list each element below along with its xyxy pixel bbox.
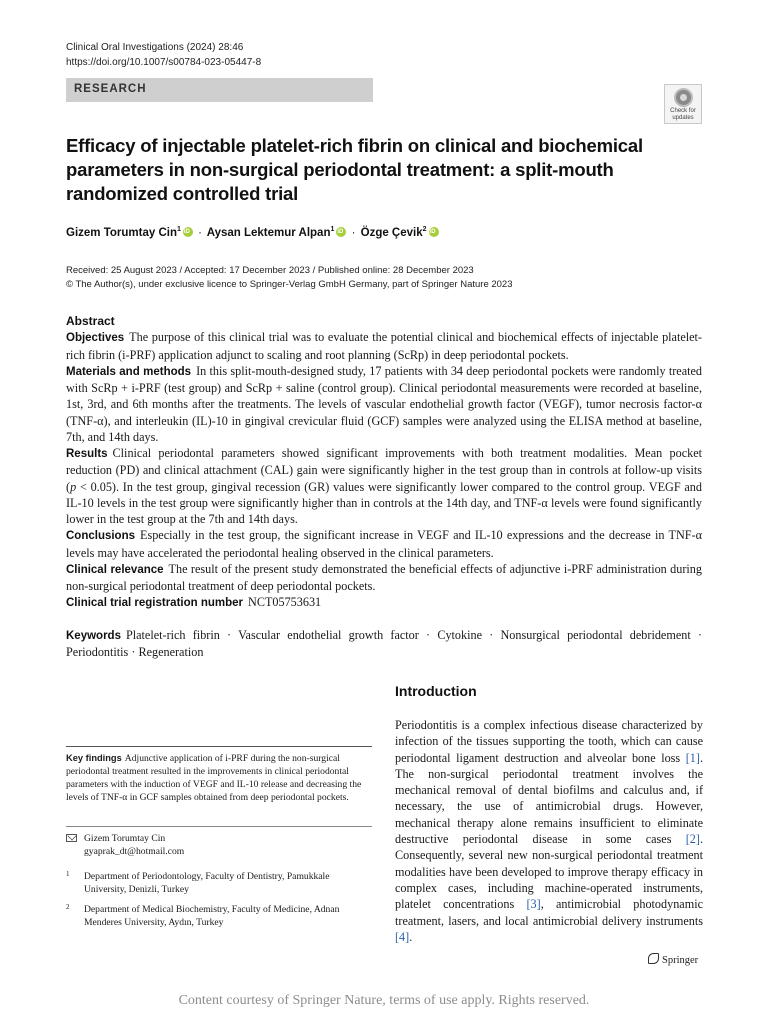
orcid-icon[interactable] [183, 227, 193, 237]
citation-link[interactable]: [4] [395, 929, 410, 944]
author-separator: · [198, 226, 202, 239]
history-dates: Received: 25 August 2023 / Accepted: 17 December 2023 / Published online: 28 December 2023 [66, 265, 474, 276]
affiliation-text: Department of Periodontology, Faculty of Dentistry, Pamukkale University, Denizli, Turkey [84, 871, 330, 895]
springer-horse-icon [648, 953, 659, 964]
author-affiliation-sup: 1 [330, 226, 335, 233]
relevance-text: The result of the present study demonstrated the beneficial effects of adjunctive i-PRF administration during non-surgical periodontal treatment of deep periodontal pockets. [66, 561, 702, 593]
conclusions-text: Especially in the test group, the significant increase in VEGF and IL-10 expressions and the decrease in TNF-α levels may have accelerated the periodontal healing observed in the clinical parameters. [66, 528, 702, 560]
author-separator: · [351, 226, 356, 239]
footer-notice: Content courtesy of Springer Nature, terms of use apply. Rights reserved. [178, 993, 590, 1008]
journal-header [66, 40, 261, 70]
affiliation-number: 1 [66, 870, 70, 878]
registration-label: Clinical trial registration number [66, 597, 244, 610]
citation-link[interactable]: [3] [526, 897, 541, 912]
section-label: RESEARCH [74, 83, 147, 95]
orcid-icon[interactable] [336, 227, 346, 237]
intro-text: . The non-surgical periodontal treatment involves the mechanical removal of dental biofilms and calculus and, if necessary, the use of antimicrobial drugs. However, mechanical therapy alone remains insufficient to eliminate destructive periodontal disease in some cases [395, 750, 703, 847]
keywords-label: Keywords [66, 629, 121, 642]
citation-link[interactable]: [2] [685, 832, 700, 847]
publication-dates [66, 264, 513, 292]
key-findings-text: Adjunctive application of i-PRF during the non-surgical periodontal treatment resulted in the improvements in clinical periodontal parameters with the induction of VEGF and IL-10 release and decreasing the levels of TNF-α in GCF samples obtained from deep periodontal pockets. [66, 753, 362, 803]
correspondence-email[interactable]: gyaprak_dt@hotmail.com [84, 846, 185, 857]
keywords-text: Platelet-rich fibrin · Vascular endothelial growth factor · Cytokine · Nonsurgical periodontal debridement · Periodontitis · Regeneration [66, 627, 702, 659]
publisher-logo [648, 953, 698, 966]
journal-citation: Clinical Oral Investigations (2024) 28:46 [66, 42, 244, 53]
objectives-label: Objectives [66, 332, 125, 345]
results-label: Results [66, 448, 108, 460]
author-name[interactable]: Özge Çevik [360, 226, 423, 239]
introduction-heading: Introduction [395, 683, 477, 699]
orcid-icon[interactable] [429, 227, 439, 237]
intro-text: . [409, 929, 413, 944]
divider [66, 826, 372, 827]
key-findings [66, 752, 372, 804]
section-bar [66, 78, 373, 102]
abstract-objectives [66, 329, 702, 363]
keywords [66, 627, 702, 661]
check-updates-label: Check for updates [670, 108, 696, 121]
doi-link[interactable]: https://doi.org/10.1007/s00784-023-05447-8 [66, 57, 262, 68]
correspondence-name: Gizem Torumtay Cin [84, 833, 166, 844]
affiliation-number: 2 [66, 903, 70, 911]
copyright-line: © The Author(s), under exclusive licence to Springer-Verlag GmbH Germany, part of Springer Nature 2023 [66, 279, 513, 290]
methods-label: Materials and methods [66, 365, 192, 378]
abstract-methods [66, 363, 702, 445]
intro-text: , antimicrobial photodynamic treatment, lasers, and local antimicrobial delivery instruments [395, 897, 703, 928]
citation-link[interactable]: [1] [685, 750, 700, 765]
correspondence-block [66, 832, 372, 858]
author-name[interactable]: Aysan Lektemur Alpan [206, 226, 331, 239]
objectives-text: The purpose of this clinical trial was to evaluate the potential clinical and biochemical effects of injectable platelet-rich fibrin (i-PRF) application adjunct to scaling and root planning (ScRp) in deep periodontal pockets. [66, 330, 702, 362]
abstract-relevance [66, 561, 702, 595]
intro-text: Periodontitis is a complex infectious disease characterized by infection of the tissues supporting the tooth, which can cause periodontal ligament destruction and alveolar bone loss [395, 718, 703, 765]
conclusions-label: Conclusions [66, 530, 136, 543]
introduction-paragraph [395, 717, 703, 945]
publisher-name: Springer [662, 955, 699, 966]
results-text-a: Clinical periodontal parameters showed significant improvements with both treatment modalities. Mean pocket reduction (PD) and clinical attachment (CAL) gain were significantly higher in the test group than in controls at follow-up visits ( [66, 446, 702, 494]
abstract-registration [66, 594, 702, 611]
results-text-b: < 0.05). In the test group, gingival recession (GR) values were significantly lower compared to the control group. VEGF and IL-10 levels in the test group were significantly higher than in controls at the 14th day, and TNF-α levels were found significantly lower in the test group at the 7th and 14th days. [66, 479, 702, 526]
author-affiliation-sup: 1 [176, 226, 181, 233]
article-title: Efficacy of injectable platelet-rich fibrin on clinical and biochemical parameters in non-surgical periodontal treatment: a split-mouth randomized controlled trial [66, 135, 643, 204]
author-name[interactable]: Gizem Torumtay Cin [66, 226, 177, 239]
check-for-updates-badge[interactable] [664, 84, 702, 124]
methods-text: In this split-mouth-designed study, 17 patients with 34 deep periodontal pockets were randomly treated with ScRp + i-PRF (test group) and ScRp + saline (control group). Clinical periodontal measurements were recorded at baseline, 1st, 3rd, and 6th months after the treatments. The levels of vascular endothelial growth factor (VEGF), tumor necrosis factor-α (TNF-α), and interleukin (IL)-10 in gingival crevicular fluid (GCF) samples were analyzed using the ELISA method at baseline, 7th, and 14th days. [66, 363, 702, 444]
relevance-label: Clinical relevance [66, 563, 164, 576]
envelope-icon [66, 834, 77, 842]
author-list [66, 226, 439, 239]
p-value-symbol: p [70, 479, 77, 494]
abstract-conclusions [66, 527, 702, 561]
affiliation-text: Department of Medical Biochemistry, Faculty of Medicine, Adnan Menderes University, Aydın, Turkey [84, 904, 340, 928]
update-icon [674, 88, 693, 107]
intro-text: . Consequently, several new non-surgical periodontal treatment modalities have been developed to improve therapy efficacy in complex cases, including machine-operated instruments, platelet concentrations [395, 832, 703, 912]
abstract-heading: Abstract [66, 314, 115, 328]
divider [66, 746, 372, 747]
affiliation-2 [66, 903, 372, 929]
author-affiliation-sup: 2 [422, 226, 427, 233]
affiliation-1 [66, 870, 372, 896]
abstract-results [66, 445, 702, 527]
abstract-section [66, 313, 702, 660]
key-findings-label: Key findings [66, 753, 122, 763]
registration-number[interactable]: NCT05753631 [248, 595, 322, 610]
